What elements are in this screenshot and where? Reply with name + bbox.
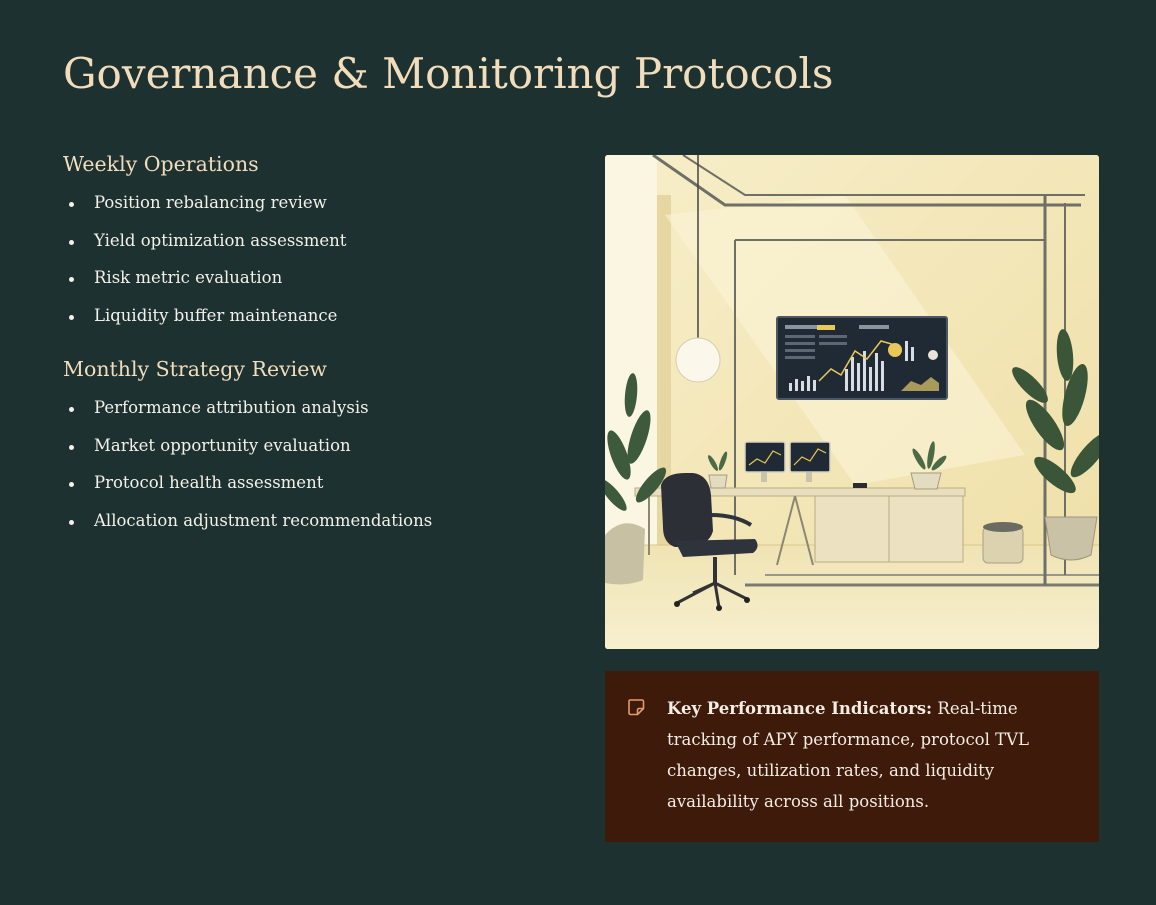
list-item-text: Performance attribution analysis [94,398,369,417]
bullet-icon [69,407,74,412]
list-item [63,305,563,343]
sticky-note-icon [627,698,645,716]
list-item-text: Yield optimization assessment [94,230,347,250]
list-item [63,397,563,435]
bullet-icon [69,277,74,282]
list-item-text: Market opportunity evaluation [94,435,351,455]
list-item [63,435,563,473]
slide-title: Governance & Monitoring Protocols [63,49,834,98]
monthly-strategy-list [63,397,563,547]
weekly-operations-heading: Weekly Operations [63,152,259,176]
list-item [63,510,563,548]
kpi-text [667,693,1062,817]
kpi-callout [605,671,1099,842]
bullet-icon [69,482,74,487]
left-column [63,148,563,547]
list-item-text: Risk metric evaluation [94,268,283,287]
list-item [63,472,563,510]
office-illustration [605,155,1099,649]
bullet-icon [69,315,74,320]
kpi-description: Real-time tracking of APY performance, protocol TVL changes, utilization rates, and liquidity availability across all positions. [667,699,1030,811]
list-item-text: Protocol health assessment [94,473,324,492]
list-item [63,230,563,268]
list-item [63,267,563,305]
bullet-icon [69,445,74,450]
weekly-operations-list [63,192,563,342]
list-item [63,192,563,230]
kpi-label: Key Performance Indicators: [667,699,933,718]
bullet-icon [69,202,74,207]
bullet-icon [69,520,74,525]
list-item-text: Allocation adjustment recommendations [94,510,433,530]
list-item-text: Position rebalancing review [94,193,327,212]
list-item-text: Liquidity buffer maintenance [94,305,338,325]
monthly-strategy-heading: Monthly Strategy Review [63,357,327,381]
bullet-icon [69,240,74,245]
